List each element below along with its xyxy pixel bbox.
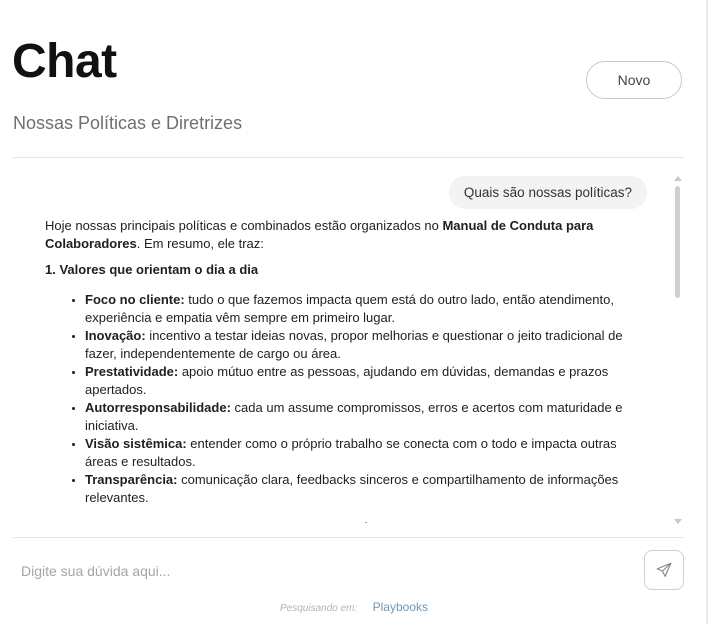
- scroll-up-arrow-icon[interactable]: [674, 176, 682, 181]
- header-divider: [13, 157, 684, 158]
- answer-intro-prefix: Hoje nossas principais políticas e combinados estão organizados no: [45, 218, 443, 233]
- list-item-text: apoio mútuo entre as pessoas, ajudando em dúvidas, demandas e prazos apertados.: [85, 364, 609, 397]
- page-subtitle: Nossas Políticas e Diretrizes: [13, 113, 243, 133]
- answer-section-title: 1. Valores que orientam o dia a dia: [45, 262, 259, 277]
- list-item-term: Transparência:: [85, 472, 178, 487]
- search-source-footer: [0, 600, 708, 616]
- answer-intro-suffix: . Em resumo, ele traz:: [136, 236, 264, 251]
- composer-divider: [13, 537, 684, 538]
- scroll-down-arrow-icon[interactable]: [674, 519, 682, 524]
- list-item: [85, 399, 645, 435]
- scrollbar-thumb[interactable]: [675, 186, 680, 298]
- send-button[interactable]: [644, 550, 684, 590]
- list-item-term: Foco no cliente:: [85, 292, 185, 307]
- paper-plane-icon: [655, 561, 673, 579]
- list-item: [85, 363, 645, 399]
- user-message-bubble: Quais são nossas políticas?: [449, 176, 647, 209]
- question-input[interactable]: [13, 552, 633, 590]
- list-item-term: Autorresponsabilidade:: [85, 400, 231, 415]
- list-item-text: entender como o próprio trabalho se conecta com o todo e impacta outras áreas e resultados.: [85, 436, 617, 469]
- list-item: [85, 435, 645, 471]
- new-chat-button[interactable]: Novo: [586, 61, 682, 99]
- chat-messages[interactable]: [13, 170, 673, 528]
- answer-intro: [45, 217, 645, 253]
- source-link[interactable]: Playbooks: [372, 600, 428, 614]
- list-item: [85, 327, 645, 363]
- list-item-text: cada um assume compromissos, erros e acertos com maturidade e iniciativa.: [85, 400, 623, 433]
- list-item: [85, 291, 645, 327]
- values-list: [45, 291, 645, 507]
- scroll-indicator: [365, 522, 367, 523]
- chat-scrollbar[interactable]: [672, 176, 684, 526]
- list-item-term: Visão sistêmica:: [85, 436, 187, 451]
- list-item: [85, 471, 645, 507]
- assistant-message: [45, 217, 645, 507]
- page-title: Chat: [12, 35, 117, 88]
- answer-intro-bold: Manual de Conduta para Colaboradores: [45, 218, 594, 251]
- searching-label: Pesquisando em:: [280, 603, 358, 614]
- list-item-term: Prestatividade:: [85, 364, 179, 379]
- list-item-term: Inovação:: [85, 328, 146, 343]
- list-item-text: incentivo a testar ideias novas, propor melhorias e questionar o jeito tradicional de fazer, independentemente de cargo ou área.: [85, 328, 623, 361]
- list-item-text: tudo o que fazemos impacta quem está do outro lado, então atendimento, experiência e empatia vêm sempre em primeiro lugar.: [85, 292, 614, 325]
- list-item-text: comunicação clara, feedbacks sinceros e compartilhamento de informações relevantes.: [85, 472, 619, 505]
